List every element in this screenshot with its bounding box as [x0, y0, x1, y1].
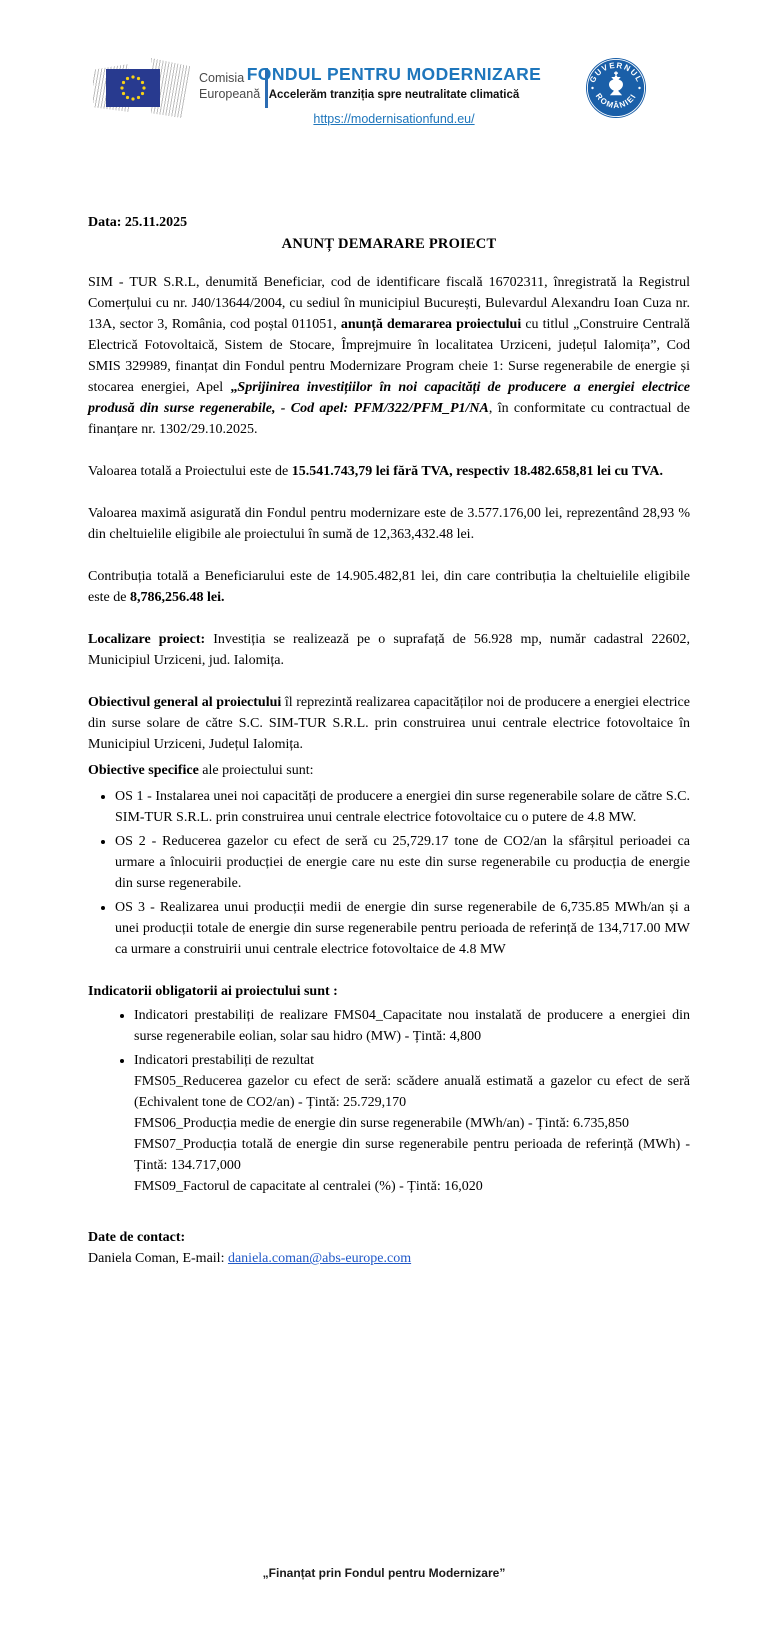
os-objective-item: • OS 3 - Realizarea unui producții medii de energie din surse regenerabile de 6,735.85 MWh/an și a unei producții totale de energie din surse regenerabile pentru perioada de referință de 134,717.00 MW ca urmare a construirii unui centrale electrice fotovoltaice de 4.8 MW	[115, 897, 690, 960]
fund-header-block	[204, 64, 584, 128]
text-run: Sprijinirea investițiilor în noi capacități de producere a energiei electrice produsă din surse regenerabile, - Cod apel: PFM/322/PFM_P1/NA	[88, 380, 690, 416]
text-run: ale proiectului sunt:	[198, 763, 314, 778]
document-body	[88, 212, 690, 1269]
text-run: Localizare proiect:	[88, 632, 206, 647]
general-objective-paragraph	[88, 692, 690, 755]
text-run: Contribuția totală a Beneficiarului este de 14.905.482,81 lei, din care contribuția la cheltuielile eligibile este de	[88, 569, 690, 605]
indicator-item: • Indicatori prestabiliți de realizare FMS04_Capacitate nou instalată de producere a energiei din surse regenerabile eolian, solar sau hidro (MW) - Țintă: 4,800	[134, 1005, 690, 1047]
text-run: Obiectivul general al proiectului	[88, 695, 282, 710]
seal-text-top: GUVERNUL	[587, 60, 645, 85]
eu-flag-icon	[107, 70, 159, 106]
indicators-heading: Indicatorii obligatorii ai proiectului sunt :	[88, 984, 338, 999]
indicator-subline: FMS05_Reducerea gazelor cu efect de seră: scădere anuală estimată a gazelor cu efect de seră (Echivalent tone de CO2/an) - Țintă: 25.729,170	[134, 1074, 690, 1110]
text-run: „	[230, 380, 238, 395]
location-paragraph	[88, 629, 690, 671]
text-run: 8,786,256.48 lei.	[129, 590, 225, 605]
document-title: ANUNȚ DEMARARE PROIECT	[281, 236, 497, 252]
romanian-government-seal	[584, 56, 648, 120]
footer-funding-note: „Finanțat prin Fondul pentru Modernizare”	[262, 1566, 506, 1580]
text-run: Indicatori prestabiliți de rezultat	[134, 1053, 314, 1068]
text-run: , în conformitate cu contractual de finanțare nr. 1302/29.10.2025.	[88, 401, 690, 437]
ec-logo-label: Comisia Europeană	[199, 71, 261, 102]
text-run: Investiția se realizează pe o suprafață de 56.928 mp, număr cadastral 22602, Municipiul Urziceni, jud. Ialomița.	[88, 632, 690, 668]
indicator-subline: FMS07_Producția totală de energie din surse regenerabile pentru perioada de referință (MWh) - Țintă: 134.717,000	[134, 1137, 690, 1173]
contact-heading: Date de contact:	[88, 1230, 186, 1245]
document-date: Data: 25.11.2025	[88, 215, 188, 230]
max-value-paragraph: Valoarea maximă asigurată din Fondul pentru modernizare este de 3.577.176,00 lei, reprezentând 28,93 % din cheltuielile eligibile ale proiectului în sumă de 12,363,432.48 lei.	[88, 506, 690, 542]
contact-line	[88, 1248, 690, 1269]
os-objective-item: • OS 2 - Reducerea gazelor cu efect de seră cu 25,729.17 tone de CO2/an la sfârșitul perioadei ca urmare a înlocuirii producției de energie care nu este din surse regenerabile cu producția de energie din surse regenerabile.	[115, 831, 690, 894]
text-run: Obiective specifice	[88, 763, 199, 778]
indicator-subline: FMS09_Factorul de capacitate al centralei (%) - Țintă: 16,020	[134, 1179, 483, 1194]
indicator-subline: FMS06_Producția medie de energie din surse regenerabile (MWh/an) - Țintă: 6.735,850	[134, 1116, 630, 1131]
indicators-list	[88, 1005, 690, 1197]
os-objective-item: • OS 1 - Instalarea unei noi capacități de producere a energiei din surse regenerabile solare de către S.C. SIM-TUR S.R.L. prin construirea unui centrale electrice fotovoltaice cu o putere de 4.8 MW.	[115, 786, 690, 828]
indicator-item	[134, 1050, 690, 1197]
text-run: Valoarea totală a Proiectului este de	[88, 464, 292, 479]
fund-subtitle: Accelerăm tranziția spre neutralitate climatică	[268, 89, 520, 101]
specific-objectives-heading	[88, 760, 690, 781]
text-run: îl reprezintă realizarea capacităților noi de producere a energiei electrice din surse solare de către S.C. SIM-TUR S.R.L. prin construirea unui centrale electrice fotovoltaice în Municipiul Urziceni, Județul Ialomița.	[88, 695, 690, 752]
contact-name: Daniela Coman, E-mail:	[88, 1251, 228, 1266]
contact-email-link[interactable]: daniela.coman@abs-europe.com	[227, 1251, 412, 1266]
text-run: SIM - TUR S.R.L, denumită Beneficiar, cod de identificare fiscală 16702311, înregistrată la Registrul Comerțului cu nr. J40/13644/2004, cu sediul în municipiul București, Bulevardul Alexandru Ioan Cuza nr. 13A, sector 3, România, cod poștal 011051,	[88, 275, 690, 332]
seal-text-bottom: ROMÂNIEI	[593, 91, 639, 111]
specific-objectives-list	[88, 786, 690, 960]
intro-paragraph	[88, 272, 690, 440]
document-header	[0, 0, 768, 150]
fund-website-link[interactable]: https://modernisationfund.eu/	[313, 112, 475, 126]
document-footer	[0, 1566, 768, 1580]
text-run: anunță demararea proiectului	[340, 317, 522, 332]
fund-title: FONDUL PENTRU MODERNIZARE	[246, 64, 542, 84]
total-value-paragraph	[88, 461, 690, 482]
text-run: cu titlul „Construire Centrală Electrică Fotovoltaică, Sistem de Stocare, Împrejmuire în localitatea Urziceni, județul Ialomița”, Cod SMIS 329989, finanțat din Fondul pentru Modernizare Program cheie 1: Surse regenerabile de energie și stocarea energiei, Apel	[88, 317, 690, 395]
text-run: 15.541.743,79 lei fără TVA, respectiv 18.482.658,81 lei cu TVA.	[291, 464, 663, 479]
contribution-paragraph	[88, 566, 690, 608]
